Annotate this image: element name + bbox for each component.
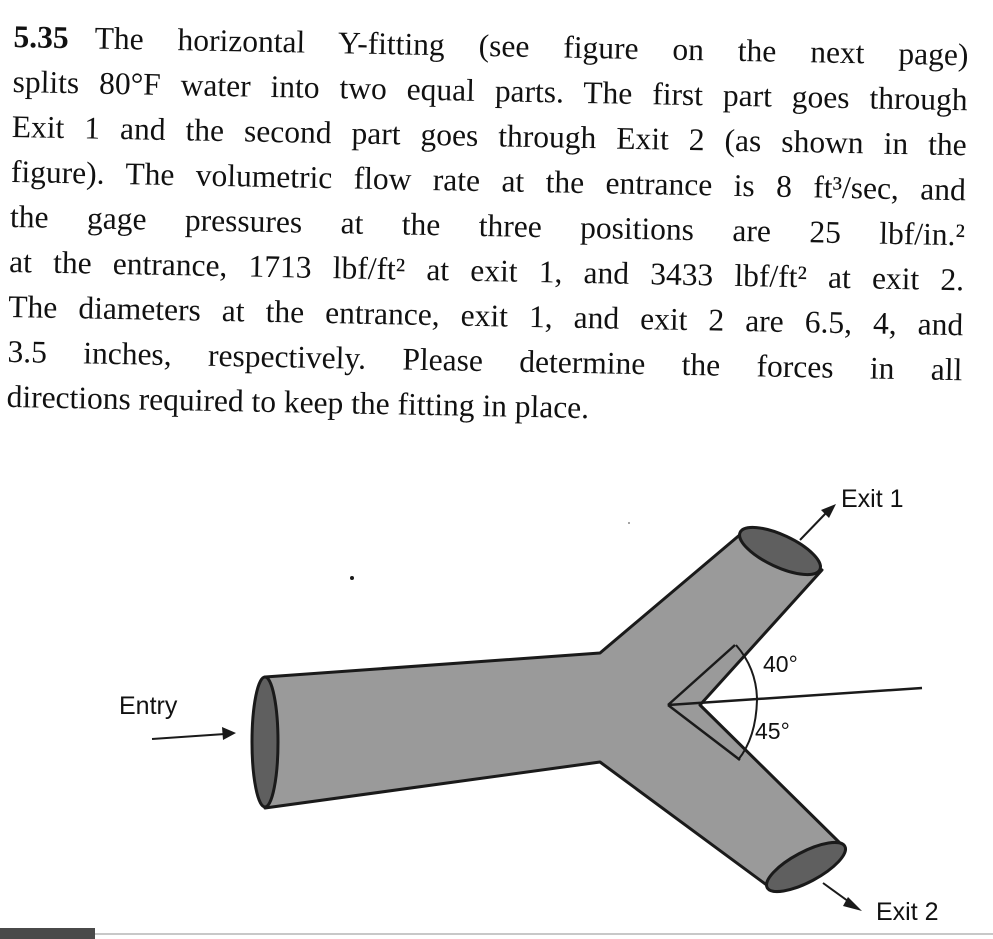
problem-number: 5.35 bbox=[13, 18, 70, 56]
y-fitting-body bbox=[265, 533, 845, 886]
y-fitting-diagram bbox=[0, 470, 993, 939]
problem-statement bbox=[6, 14, 969, 437]
problem-line-5: the gage pressures at the three positions are 25 lbf/in.² bbox=[9, 198, 966, 253]
problem-line-7: The diameters at the entrance, exit 1, and exit 2 are 6.5, 4, and bbox=[8, 288, 964, 343]
problem-line-9: directions required to keep the fitting in place. bbox=[6, 378, 590, 426]
angle-label-45: 45° bbox=[755, 718, 790, 744]
entry-label: Entry bbox=[119, 692, 178, 720]
problem-line-6: at the entrance, 1713 lbf/ft² at exit 1, and 3433 lbf/ft² at exit 2. bbox=[8, 243, 965, 298]
problem-line-2: splits 80°F water into two equal parts. The first part goes through bbox=[12, 63, 968, 118]
y-fitting-figure bbox=[0, 470, 993, 939]
problem-line-8: 3.5 inches, respectively. Please determine the forces in all bbox=[7, 333, 963, 388]
problem-line-1-text: The horizontal Y-fitting (see figure on the next page) bbox=[94, 20, 969, 73]
problem-line-3: Exit 1 and the second part goes through Exit 2 (as shown in the bbox=[11, 108, 968, 163]
exit1-arrow-line bbox=[800, 513, 826, 540]
scan-dot-2 bbox=[628, 522, 630, 524]
exit1-label: Exit 1 bbox=[841, 485, 904, 513]
angle-label-40: 40° bbox=[763, 651, 798, 677]
scan-dot bbox=[350, 576, 354, 580]
problem-line-4: figure). The volumetric flow rate at the entrance is 8 ft³/sec, and bbox=[10, 153, 967, 208]
entry-arrow-head bbox=[222, 727, 236, 740]
entrance-opening bbox=[252, 677, 278, 807]
page-edge-shadow bbox=[0, 928, 95, 939]
exit2-label: Exit 2 bbox=[876, 898, 939, 926]
entry-arrow-line bbox=[152, 734, 225, 739]
